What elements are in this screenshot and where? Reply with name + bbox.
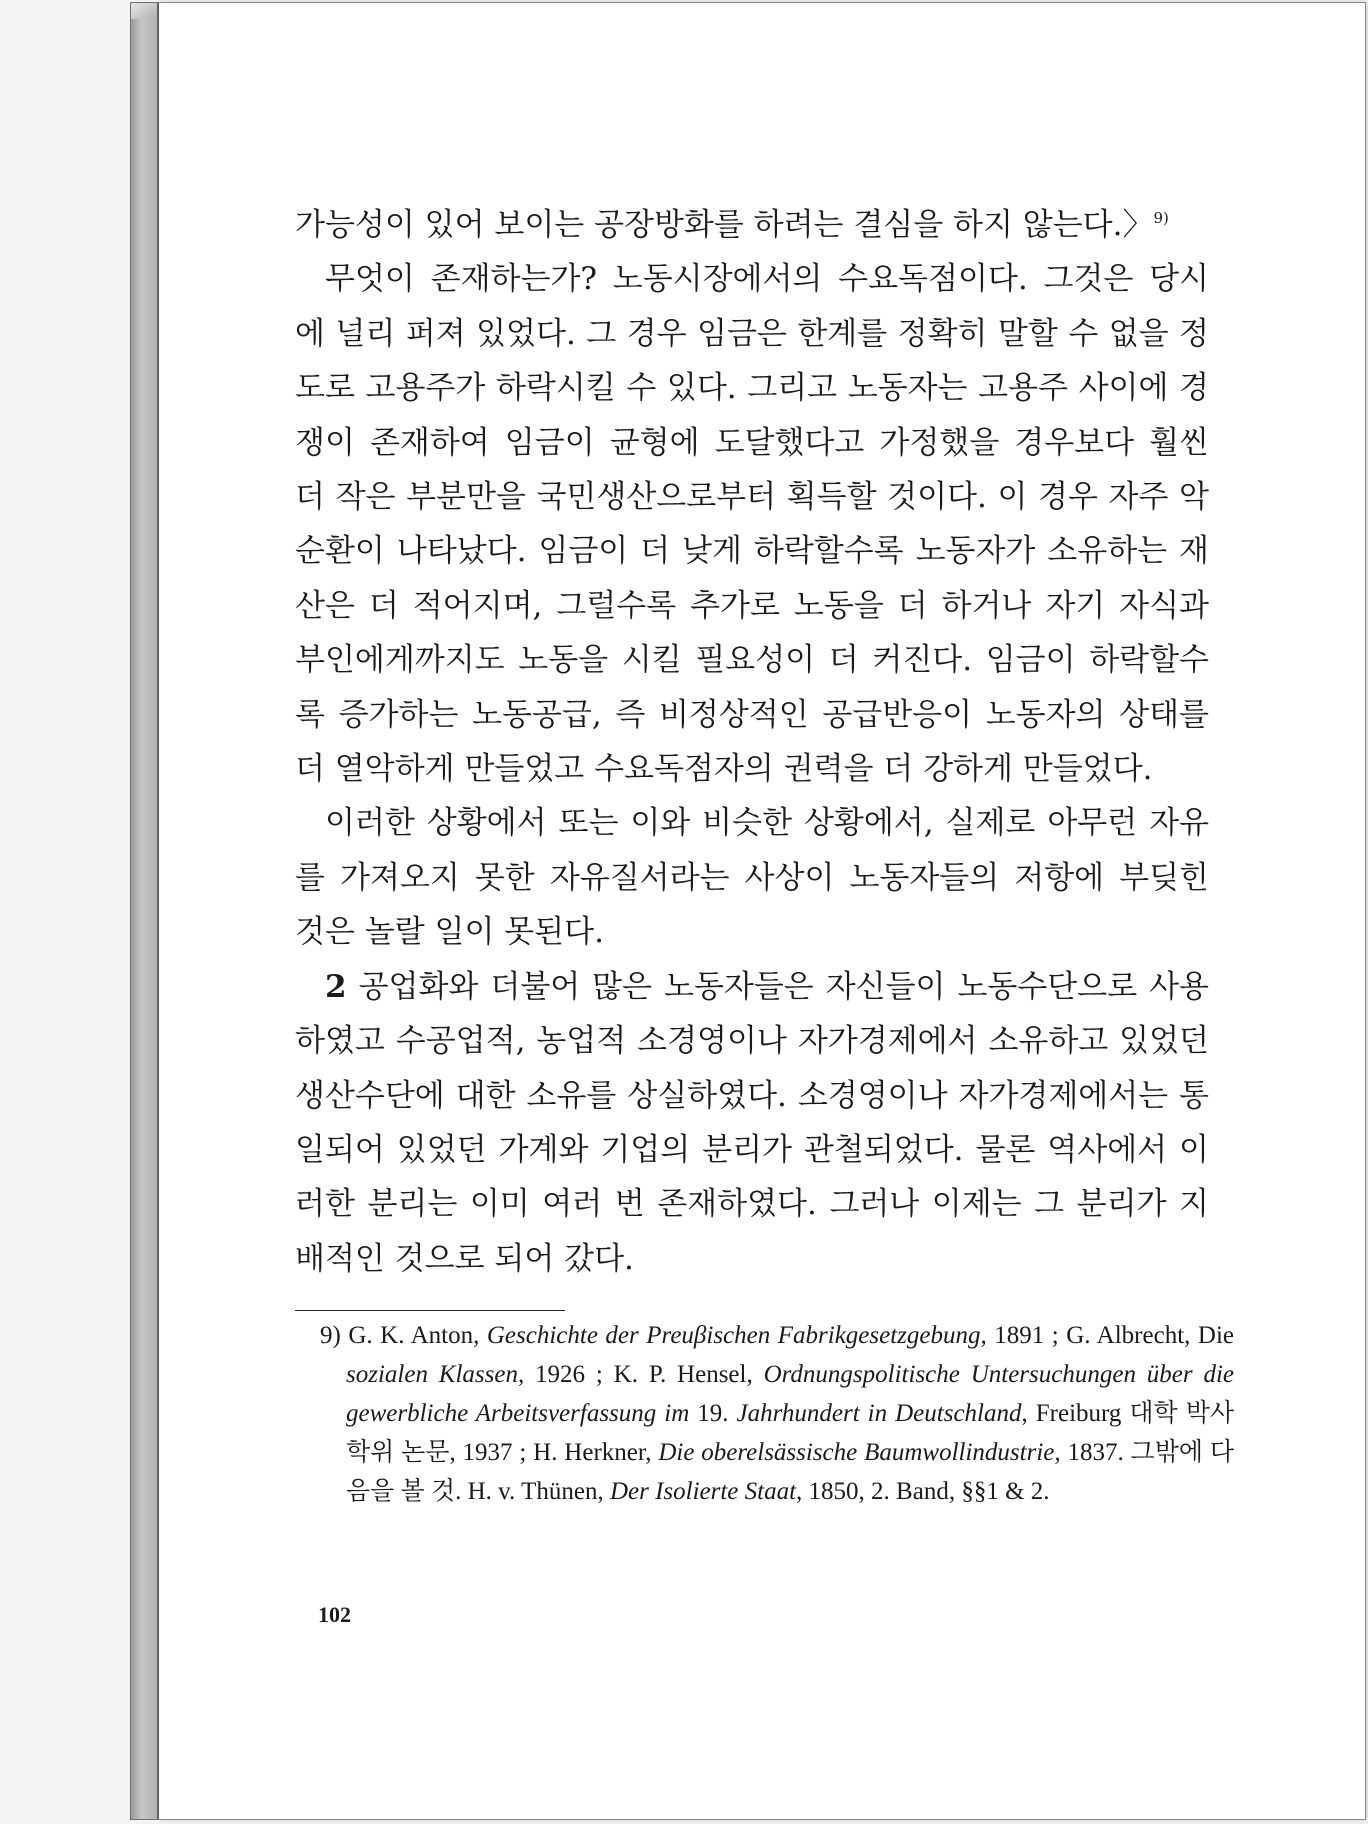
paragraph: 무엇이 존재하는가? 노동시장에서의 수요독점이다. 그것은 당시에 널리 퍼져 있었다. 그 경우 임금은 한계를 정확히 말할 수 없을 정도로 고용주가 하락시킬 수 있다. 그리고 노동자는 고용주 사이에 경쟁이 존재하여 임금이 균형에 도달했다고 가정했을 경우보다 훨씬 더 작은 부분만을 국민생산으로부터 획득할 것이다. 이 경우 자주 악순환이 나타났다. 임금이 더 낮게 하락할수록 노동자가 소유하는 재산은 더 적어지며, 그럴수록 추가로 노동을 더 하거나 자기 자식과 부인에게까지도 노동을 시킬 필요성이 더 커진다. 임금이 하락할수록 증가하는 노동공급, 즉 비정상적인 공급반응이 노동자의 상태를 더 열악하게 만들었고 수요독점자의 권력을 더 강하게 만들었다. bbox=[295, 261, 1209, 788]
footnote-ref[interactable]: 9) bbox=[1153, 209, 1169, 227]
footnote-text: 1891 ; G. Albrecht, Die bbox=[986, 1322, 1235, 1349]
footnote-text: , Freiburg 대학 박사학위 논문, 1937 ; H. Herkner, bbox=[346, 1400, 1234, 1466]
footnote-text: G. K. Anton, bbox=[340, 1322, 487, 1349]
paragraph-text: 공업화와 더불어 많은 노동자들은 자신들이 노동수단으로 사용하였고 수공업적, 농업적 소경영이나 자가경제에서 소유하고 있었던 생산수단에 대한 소유를 상실하였다. 소경영이나 자가경제에서는 통일되어 있었던 가계와 기업의 분리가 관철되었다. 물론 역사에서 이러한 분리는 이미 여러 번 존재하였다. 그러나 이제는 그 분리가 지배적인 것으로 되어 갔다. bbox=[295, 968, 1209, 1277]
paragraph: 이러한 상황에서 또는 이와 비슷한 상황에서, 실제로 아무런 자유를 가져오지 못한 자유질서라는 사상이 노동자들의 저항에 부딪힌 것은 놀랄 일이 못된다. bbox=[295, 805, 1209, 951]
footnote-text: 1837. 그밖에 다음을 볼 것. H. v. Thünen, bbox=[346, 1439, 1235, 1505]
footnote-divider bbox=[295, 1310, 565, 1311]
paragraph bbox=[295, 960, 1209, 1286]
citation-title: Jahrhundert in Deutschland bbox=[736, 1400, 1022, 1427]
footnote bbox=[320, 1316, 1234, 1511]
page-number: 102 bbox=[318, 1602, 351, 1627]
paragraph bbox=[295, 198, 1209, 252]
footnote-marker: 9) bbox=[320, 1322, 341, 1349]
footnote-text: 1850, 2. Band, §§1 & 2. bbox=[802, 1478, 1050, 1505]
book-spine-edge bbox=[130, 2, 158, 1820]
paragraph-text: 가능성이 있어 보이는 공장방화를 하려는 결심을 하지 않는다.〉 bbox=[295, 207, 1154, 243]
citation-title: Ordnungspolitische Untersuchungen über die gewerbliche Arbeitsverfassung im bbox=[346, 1361, 1235, 1427]
body-text bbox=[295, 198, 1209, 1286]
section-number: 2 bbox=[325, 968, 347, 1005]
citation-title: Die oberelsässische Baumwollindustrie, bbox=[658, 1439, 1061, 1466]
citation-title: Geschichte der Preuβischen Fabrikgesetzgebung, bbox=[486, 1322, 987, 1349]
citation-title: Der Isolierte Staat, bbox=[609, 1478, 803, 1505]
footnote-text: 19. bbox=[689, 1400, 737, 1427]
citation-title: sozialen Klassen, bbox=[346, 1361, 525, 1388]
footnote-text: 1926 ; K. P. Hensel, bbox=[524, 1361, 764, 1388]
